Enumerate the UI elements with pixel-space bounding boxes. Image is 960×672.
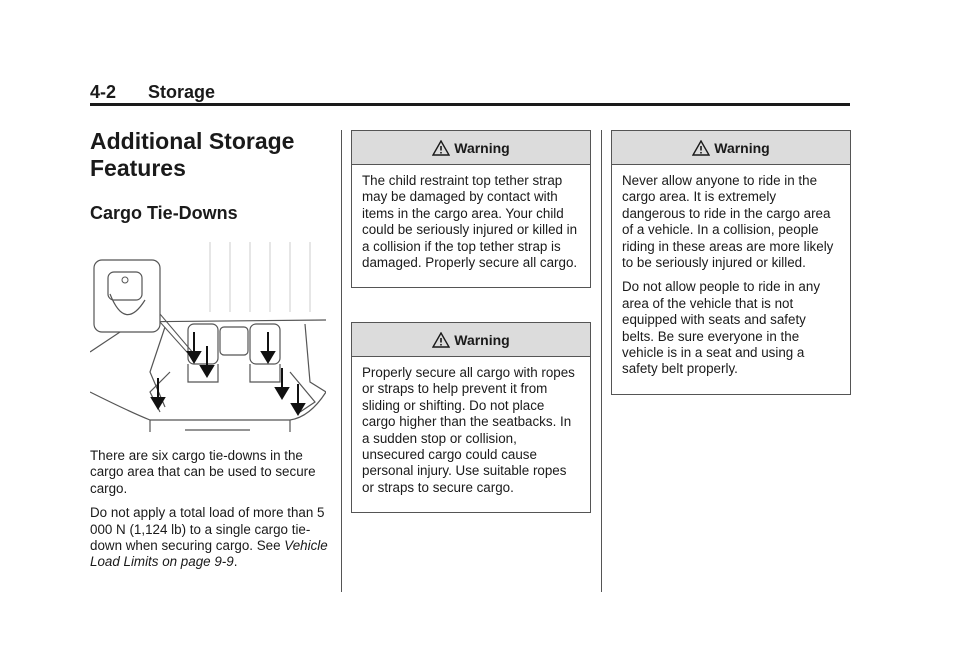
warning-text: The child restraint top tether strap may be damaged by contact with items in the cargo area. Your child could be seriously injured or killed in a collision if the top tether strap is damaged. Properly secure all cargo.: [362, 173, 578, 271]
column-divider-1: [341, 130, 342, 592]
warning-title: Warning: [454, 331, 510, 348]
cargo-area-drawing: [90, 242, 326, 434]
warning-title: Warning: [454, 139, 510, 156]
paragraph-2: [90, 505, 330, 571]
column-divider-2: [601, 130, 602, 592]
section-heading: Additional Storage Features: [90, 128, 295, 181]
warning-text: Never allow anyone to ride in the cargo area. It is extremely dangerous to ride in the cargo area of a vehicle. In a collision, people riding in these areas are more likely to be seriously injured or killed.: [622, 173, 834, 271]
warning-text: Properly secure all cargo with ropes or straps to help prevent it from sliding or shifting. Do not place cargo higher than the seatbacks. In a sudden stop or collision, unsecured cargo could cause personal injury. Use suitable ropes or straps to secure cargo.: [362, 365, 575, 495]
warning-header: [612, 131, 850, 165]
warning-triangle-icon: [692, 140, 710, 156]
paragraph-2-text: Do not apply a total load of more than 5 000 N (1,124 lb) to a single cargo tie-down when securing cargo. See: [90, 505, 325, 554]
warning-title: Warning: [714, 139, 770, 156]
cross-reference-link[interactable]: Vehicle Load Limits on page 9-9: [90, 538, 328, 570]
subsection-heading: Cargo Tie-Downs: [90, 203, 238, 223]
warning-header: [352, 131, 590, 165]
warning-box-2: [351, 322, 591, 513]
paragraph-2-end: .: [233, 554, 238, 570]
warning-triangle-icon: [432, 140, 450, 156]
section-title: Storage: [148, 82, 216, 102]
warning-header: [352, 323, 590, 357]
cargo-tie-down-illustration: [90, 242, 326, 434]
warning-text: Do not allow people to ride in any area of the vehicle that is not equipped with seats and safety belts. Be sure everyone in the vehicle is in a seat and using a safety belt properly.: [622, 279, 821, 377]
header-rule: [90, 103, 850, 106]
paragraph-1: There are six cargo tie-downs in the cargo area that can be used to secure cargo.: [90, 448, 316, 496]
warning-box-1: [351, 130, 591, 288]
warning-triangle-icon: [432, 332, 450, 348]
page-number: 4-2: [90, 82, 117, 102]
warning-box-3: [611, 130, 851, 395]
column-1: [90, 128, 330, 579]
